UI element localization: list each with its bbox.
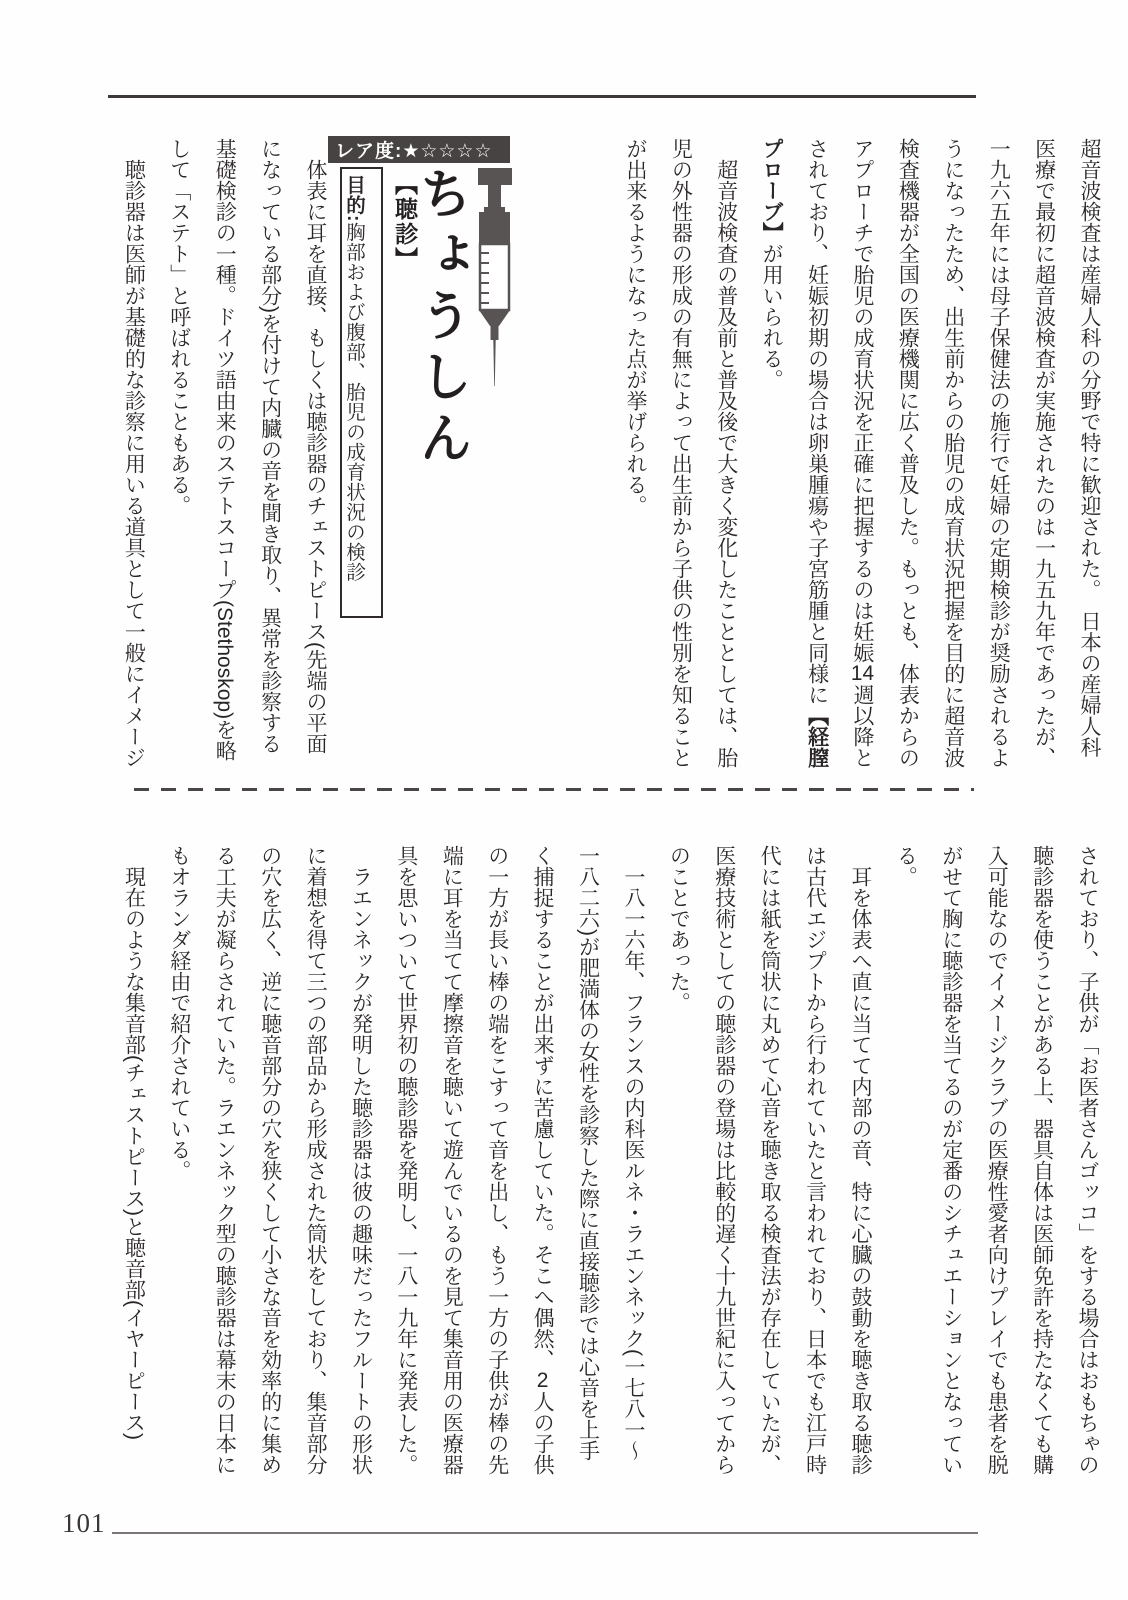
entry-paragraph-7: 現在のような集音部(チェストピース)と聴音部(イヤーピース)	[122, 866, 146, 1440]
entry-title-kanji: 【聴診】	[392, 172, 418, 272]
entry-paragraph-1: 体表に耳を直接、もしくは聴診器のチェストピース(先端の平面になっている部分)を付けて内臓の音を聞き取り、異常を診察する基礎検診の一種。ドイツ語由来のステトスコープ(Stethoskop)を略して「ステト」と呼ばれることもある。	[167, 138, 327, 762]
entry-paragraph-6: ラエンネックが発明した聴診器は彼の趣味だったフルートの形状に着想を得て三つの部品から形成された筒状をしており、集音部分の穴を広く、逆に聴音部分の穴を狭くして小さな音を効率的に集める工夫が凝らされていた。ラエンネック型の聴診器は幕末の日本にもオランダ経由で紹介されている。	[167, 845, 373, 1475]
purpose-box	[340, 167, 383, 618]
purpose-label: 目的:	[343, 175, 365, 222]
prev-entry-paragraph-2: 超音波検査の普及前と普及後で大きく変化したこととしては、胎児の外性器の形成の有無によって出生前から子供の性別を知ることが出来るようになった点が挙げられる。	[623, 138, 738, 768]
entry-title-kana: ちょうしん	[412, 166, 470, 471]
entry-paragraph-4: 耳を体表へ直に当てて内部の音、特に心臓の鼓動を聴き取る聴診は古代エジプトから行われていたと言われており、日本でも江戸時代には紙を筒状に丸めて心音を聴き取る検査法が存在していたが、医療技術としての聴診器の登場は比較的遅く十九世紀に入ってからのことであった。	[667, 845, 872, 1475]
page-number: 101	[62, 1508, 106, 1538]
prev-p1-text-c: が用いられる。	[760, 243, 784, 390]
tate-chu-yoko-14: 14	[850, 663, 875, 684]
purpose-text: 胸部および腹部、胎児の成育状況の検診	[343, 222, 365, 582]
syringe-icon	[472, 168, 518, 397]
top-rule	[108, 95, 976, 98]
prev-entry-paragraph-1	[749, 138, 1112, 770]
rarity-badge	[328, 136, 510, 163]
bottom-rule	[112, 1532, 978, 1534]
entry-paragraph-5	[384, 845, 656, 1479]
prev-p1-text-b: 週以降とされており、妊娠初期の場合は卵巣腫瘍や子宮筋腫と同様に	[805, 138, 874, 768]
rarity-label: レア度:★☆☆☆☆	[335, 141, 493, 162]
section-divider	[134, 788, 974, 791]
entry-body-bottom	[106, 845, 1110, 1479]
tate-chu-yoko-2: 2	[536, 1370, 549, 1391]
entry-paragraph-2: 聴診器は医師が基礎的な診察に用いる道具として一般にイメージ	[122, 159, 146, 768]
entry-p5-text-a: 一八一六年、フランスの内科医ルネ・ラエンネック(一七八一〜一八二六)が肥満体の女性を診察した際に直接聴診では心音を上手く捕捉することが出来ずに苦慮していた。そこへ偶然、	[531, 845, 645, 1461]
purpose-column	[342, 169, 373, 622]
entry-paragraph-3: されており、子供が「お医者さんゴッコ」をする場合はおもちゃの聴診器を使うことがある上、器具自体は医師免許を持たなくても購入可能なのでイメージクラブの医療性愛者向けプレイでも患者を脱がせて胸に聴診器を当てるのが定番のシチュエーションとなっている。	[894, 845, 1099, 1475]
entry-p5-text-b: 人の子供の一方が長い棒の端をこすって音を出し、もう一方の子供が棒の先端に耳を当てて摩擦音を聴いて遊んでいるのを見て集音用の医療器具を思いついて世界初の聴診器を発明し、一八一九年に発表した。	[394, 845, 555, 1475]
cross-reference-keiChitsu-probe: 【経膣プローブ】	[760, 138, 829, 768]
prev-p1-text-a: 超音波検査は産婦人科の分野で特に歓迎された。 日本の産婦人科医療で最初に超音波検査が実施されたのは一九五九年であったが、一九六五年には母子保健法の施行で妊婦の定期検診が奨励されるようになったため、出生前からの胎児の成育状況把握を目的に超音波検査機器が全国の医療機関に広く普及した。もっとも、体表からのアプローチで胎児の成育状況を正確に把握するのは妊娠	[850, 138, 1101, 768]
entry-body-top	[108, 138, 338, 770]
prev-entry-tail	[612, 138, 1112, 770]
